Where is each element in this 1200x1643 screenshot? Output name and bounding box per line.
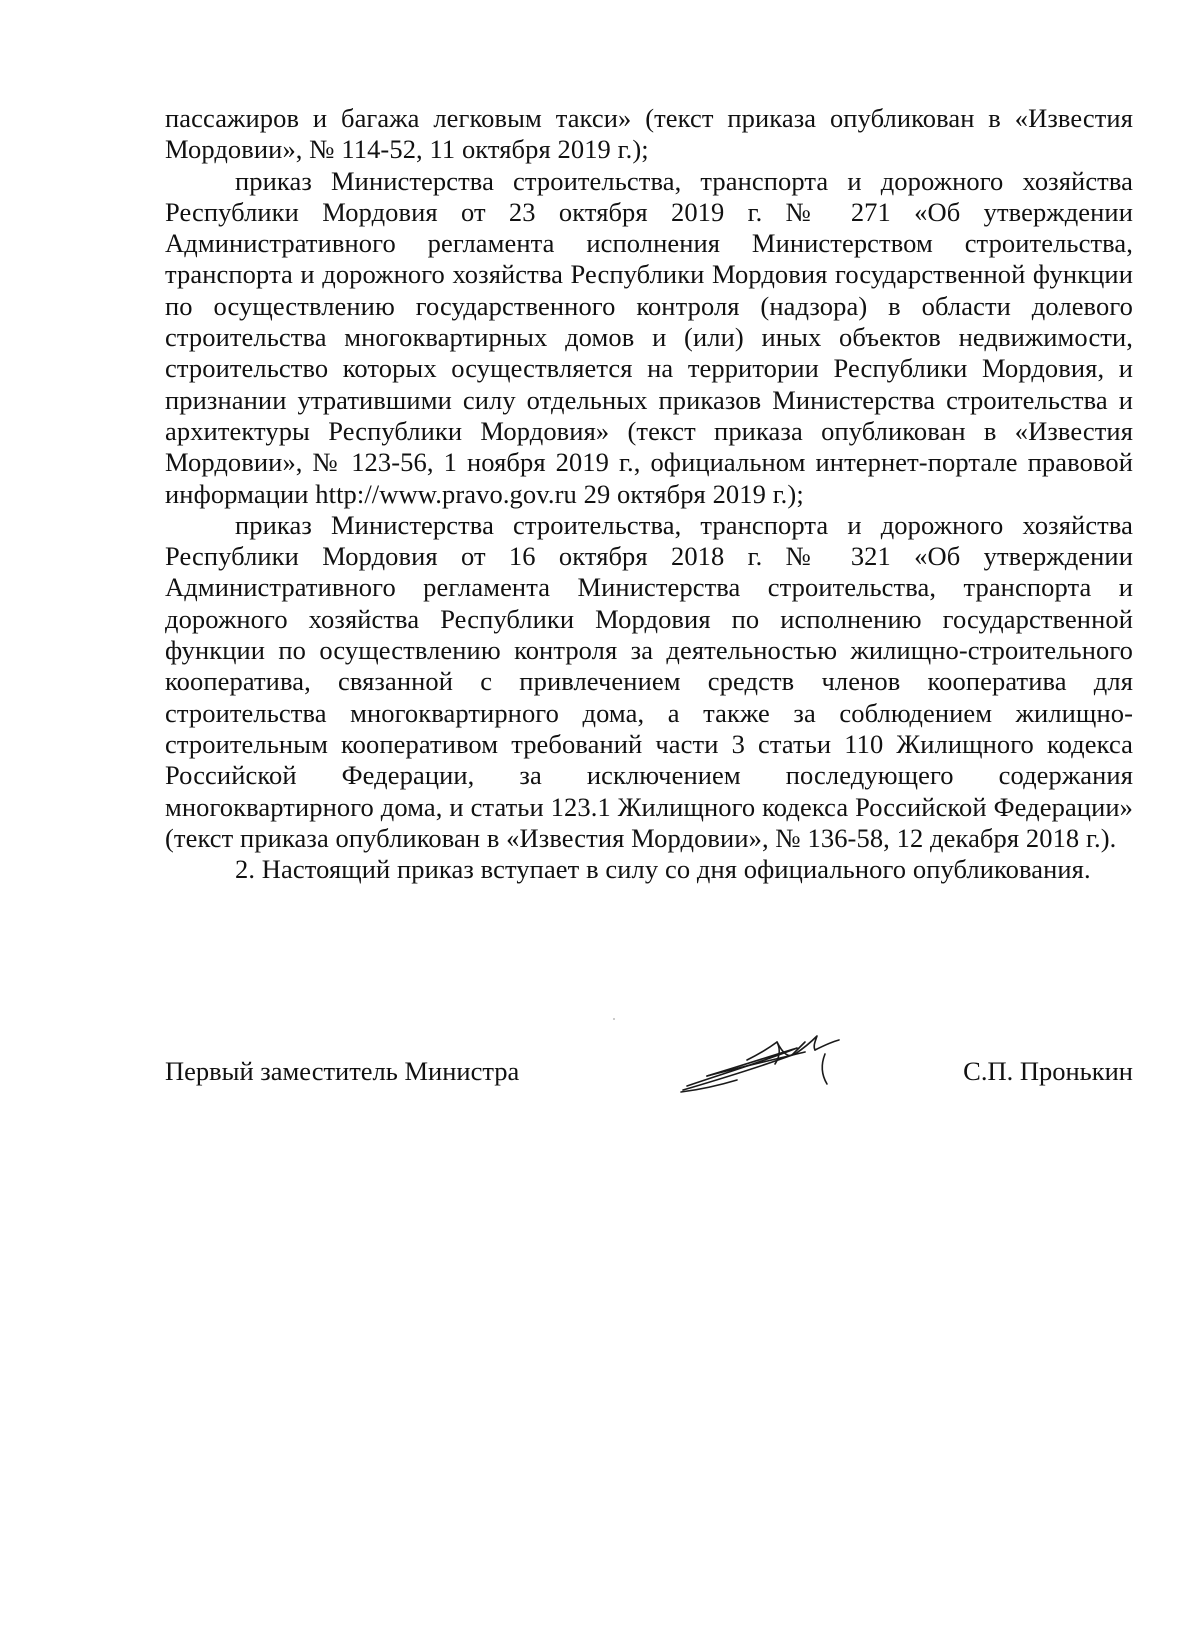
- signature-block: [165, 1042, 1133, 1132]
- paragraph-effective-date: 2. Настоящий приказ вступает в силу со дня официального опубликования.: [235, 854, 1091, 885]
- handwritten-signature-icon: [677, 1024, 857, 1104]
- scan-speck: [613, 1018, 615, 1020]
- signatory-position: Первый заместитель Министра: [165, 1056, 520, 1086]
- document-body: [165, 103, 1133, 885]
- paragraph-order-321: приказ Министерства строительства, транспорта и дорожного хозяйства Республики Мордовия от 16 октября 2018 г. № 321 «Об утверждении Административного регламента Министерства строительства, транспорта и дорожного хозяйства Республики Мордовия по исполнению государственной функции по осуществлению контроля за деятельностью жилищно-строительного кооператива, связанной с привлечением средств членов кооператива для строительства многоквартирного дома, а также за соблюдением жилищно-строительным кооперативом требований части 3 статьи 110 Жилищного кодекса Российской Федерации, за исключением последующего содержания многоквартирного дома, и статьи 123.1 Жилищного кодекса Российской Федерации» (текст приказа опубликован в «Известия Мордовии», № 136-58, 12 декабря 2018 г.).: [165, 509, 1133, 853]
- paragraph-continuation: пассажиров и багажа легковым такси» (текст приказа опубликован в «Известия Мордовии», № 114-52, 11 октября 2019 г.);: [165, 103, 1133, 165]
- signatory-name: С.П. Пронькин: [963, 1056, 1133, 1086]
- paragraph-order-271: приказ Министерства строительства, транспорта и дорожного хозяйства Республики Мордовия от 23 октября 2019 г. № 271 «Об утверждении Административного регламента исполнения Министерством строительства, транспорта и дорожного хозяйства Республики Мордовия государственной функции по осуществлению государственного контроля (надзора) в области долевого строительства многоквартирных домов и (или) иных объектов недвижимости, строительство которых осуществляется на территории Республики Мордовия, и признании утратившими силу отдельных приказов Министерства строительства и архитектуры Республики Мордовия» (текст приказа опубликован в «Известия Мордовии», № 123-56, 1 ноября 2019 г., официальном интернет-портале правовой информации http://www.pravo.gov.ru 29 октября 2019 г.);: [165, 165, 1133, 509]
